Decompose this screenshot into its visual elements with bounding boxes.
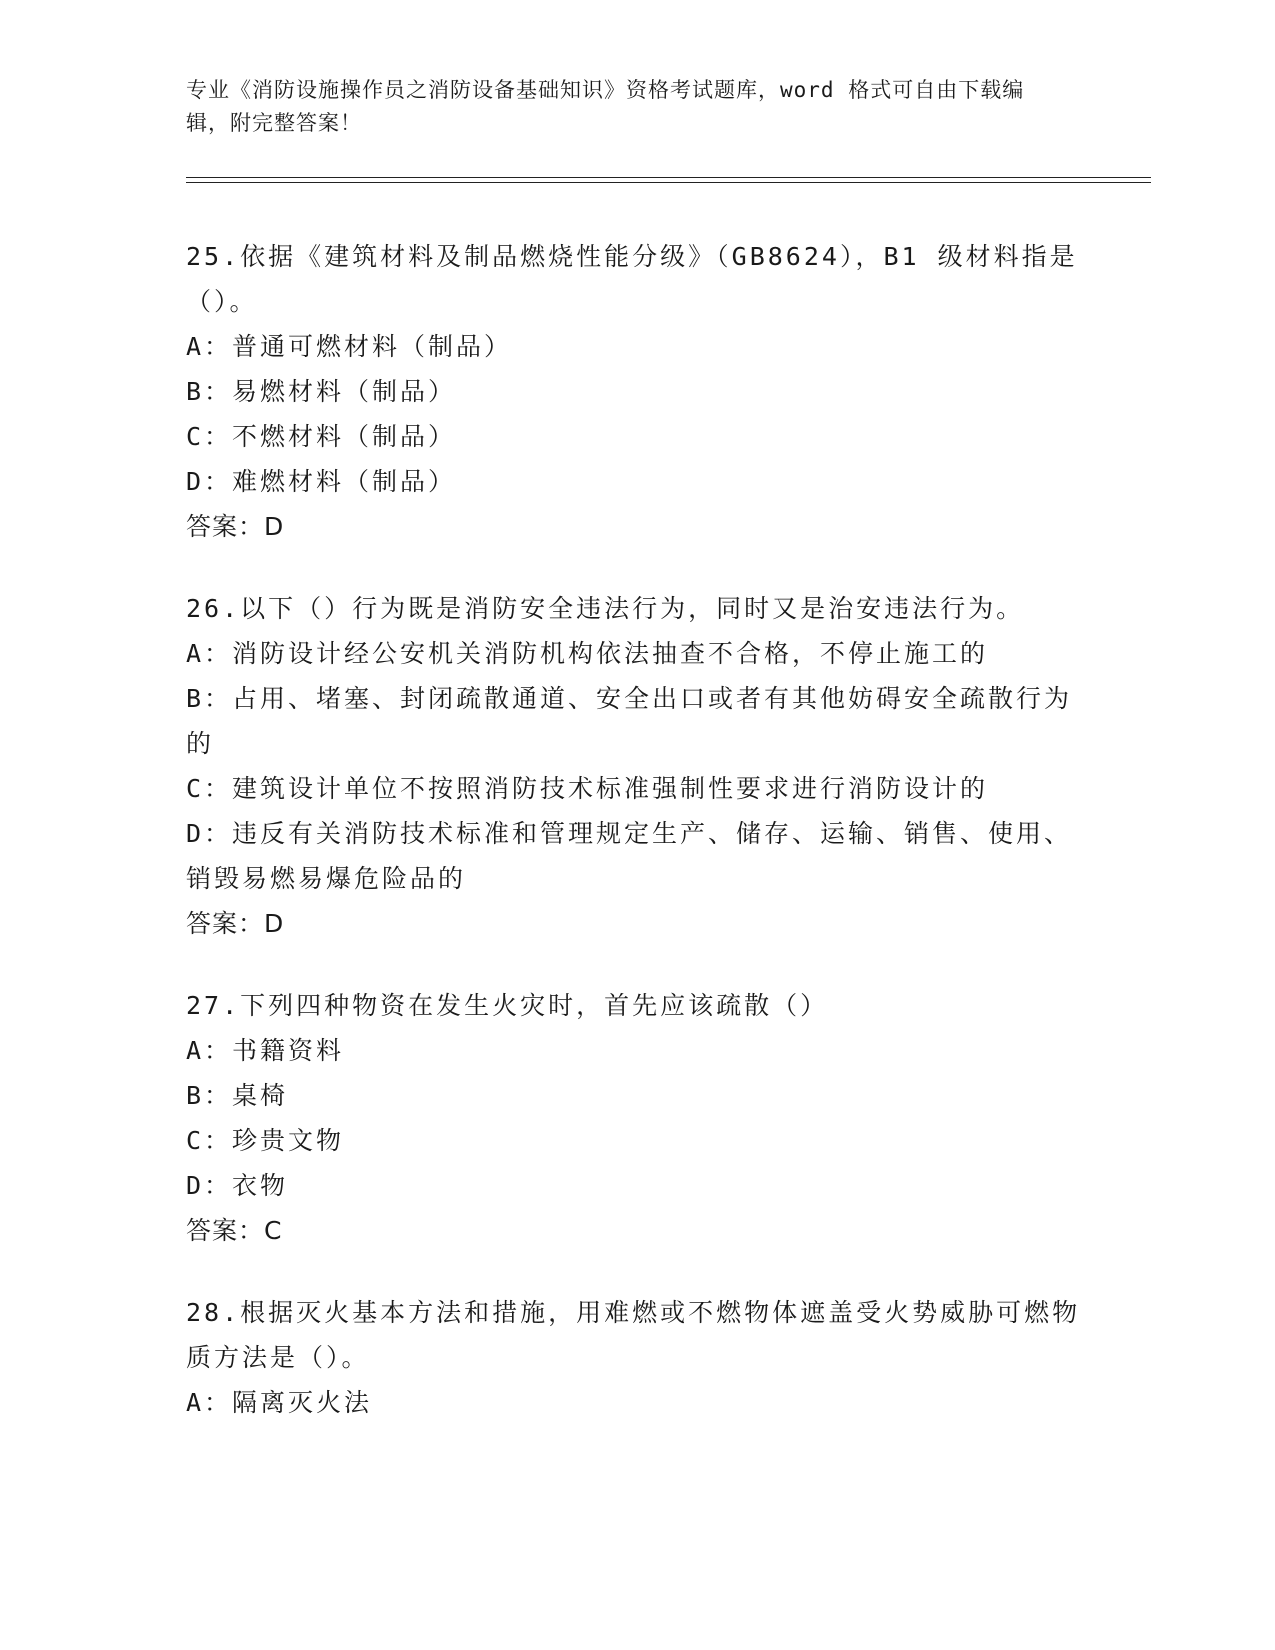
option-c: C：珍贵文物	[186, 1126, 345, 1155]
question-stem: 27.下列四种物资在发生火灾时，首先应该疏散（）	[186, 991, 829, 1020]
option-b: B：桌椅	[186, 1081, 289, 1110]
question-list	[186, 234, 1086, 1461]
question-28	[186, 1290, 1086, 1425]
option-d: D：难燃材料（制品）	[186, 467, 457, 496]
option-c: C：不燃材料（制品）	[186, 422, 457, 451]
question-stem: 25.依据《建筑材料及制品燃烧性能分级》（GB8624），B1 级材料指是（）。	[186, 242, 1078, 316]
option-a: A：普通可燃材料（制品）	[186, 332, 513, 361]
question-stem: 28.根据灭火基本方法和措施，用难燃或不燃物体遮盖受火势威胁可燃物质方法是（）。	[186, 1298, 1081, 1372]
option-c: C：建筑设计单位不按照消防技术标准强制性要求进行消防设计的	[186, 774, 989, 803]
option-b: B：占用、堵塞、封闭疏散通道、安全出口或者有其他妨碍安全疏散行为的	[186, 684, 1073, 758]
option-d: D：衣物	[186, 1171, 289, 1200]
document-header: 专业《消防设施操作员之消防设备基础知识》资格考试题库，word 格式可自由下载编辑，附完整答案！	[186, 78, 1025, 135]
answer: 答案：D	[186, 512, 285, 541]
header-divider-top	[186, 177, 1151, 178]
question-26	[186, 586, 1086, 947]
option-b: B：易燃材料（制品）	[186, 377, 457, 406]
answer: 答案：C	[186, 1216, 283, 1245]
header-divider-bottom	[186, 182, 1151, 183]
option-a: A：消防设计经公安机关消防机构依法抽查不合格，不停止施工的	[186, 639, 989, 668]
question-stem: 26.以下（）行为既是消防安全违法行为，同时又是治安违法行为。	[186, 594, 1025, 623]
question-27	[186, 983, 1086, 1254]
option-a: A：隔离灭火法	[186, 1388, 373, 1417]
option-a: A：书籍资料	[186, 1036, 345, 1065]
option-d: D：违反有关消防技术标准和管理规定生产、储存、运输、销售、使用、销毁易燃易爆危险品的	[186, 819, 1073, 893]
question-25	[186, 234, 1086, 550]
answer: 答案：D	[186, 909, 285, 938]
